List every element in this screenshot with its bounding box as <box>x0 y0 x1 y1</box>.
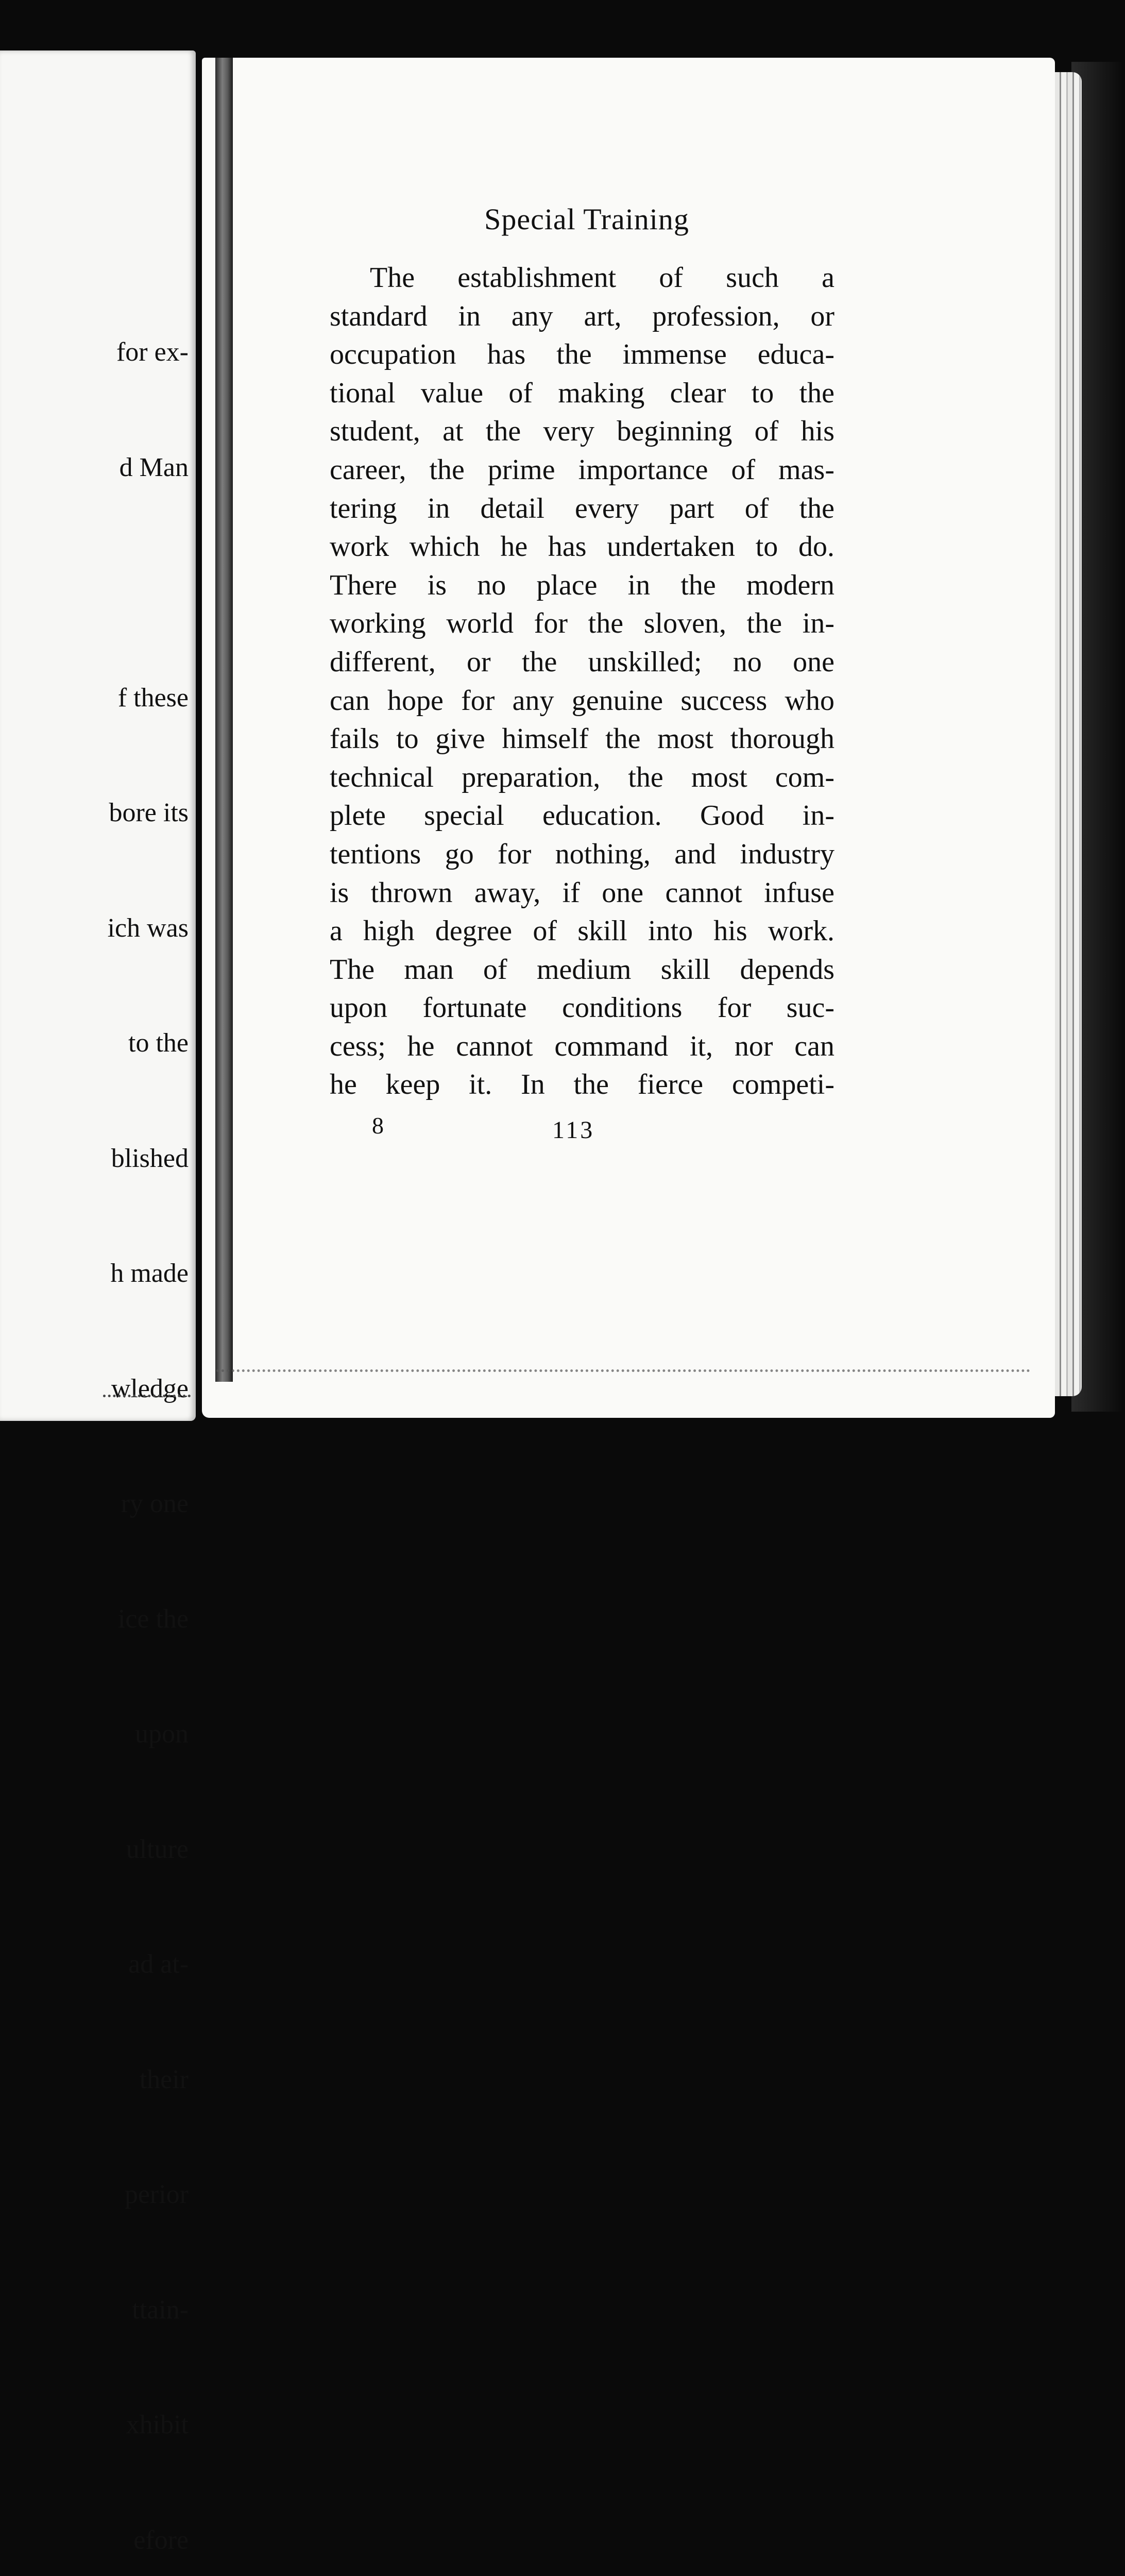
left-line: upon <box>135 1719 189 1749</box>
text-line: working world for the sloven, the in- <box>330 607 834 640</box>
left-line: to the <box>128 1028 189 1058</box>
left-line: f these <box>117 683 189 713</box>
text-line: student, at the very beginning of his <box>330 415 834 448</box>
text-line: occupation has the immense educa- <box>330 338 834 371</box>
book-gutter <box>215 58 233 1382</box>
left-line: xhibit <box>126 2410 189 2439</box>
text-line: different, or the unskilled; no one <box>330 646 834 678</box>
text-line: tional value of making clear to the <box>330 377 834 409</box>
left-line: ice the <box>117 1604 189 1634</box>
left-line: ry one <box>121 1489 189 1518</box>
page-bottom-edge-dots <box>216 1369 1030 1375</box>
left-line: h made <box>110 1259 189 1288</box>
text-line: standard in any art, profession, or <box>330 300 834 332</box>
left-line: d Man <box>119 452 189 482</box>
text-line: The establishment of such a <box>370 262 834 294</box>
text-line: cess; he cannot command it, nor can <box>330 1030 834 1062</box>
text-line: The man of medium skill depends <box>330 953 834 986</box>
left-page <box>0 50 196 2555</box>
text-line: There is no place in the modern <box>330 569 834 601</box>
left-line: ich was <box>107 913 189 943</box>
text-line: career, the prime importance of mas- <box>330 453 834 486</box>
left-line: wledge <box>111 1374 189 1403</box>
text-line: work which he has undertaken to do. <box>330 531 834 563</box>
left-line: their <box>139 2064 189 2094</box>
body-text <box>330 259 834 1104</box>
left-page-text <box>108 257 189 2576</box>
page-number: 113 <box>552 1116 595 1144</box>
text-line: upon fortunate conditions for suc- <box>330 992 834 1024</box>
signature-mark: 8 <box>372 1112 384 1139</box>
left-line: perior <box>124 2180 189 2209</box>
text-line: he keep it. In the fierce competi- <box>330 1069 834 1101</box>
text-line: tering in detail every part of the <box>330 492 834 524</box>
text-line: can hope for any genuine success who <box>330 684 834 717</box>
text-line: tentions go for nothing, and industry <box>330 838 834 870</box>
text-line: technical preparation, the most com- <box>330 761 834 793</box>
left-line: blished <box>111 1143 189 1173</box>
left-line: for ex- <box>116 337 189 367</box>
text-line: fails to give himself the most thorough <box>330 723 834 755</box>
running-head: Special Training <box>484 202 689 236</box>
left-line: ttain- <box>132 2295 189 2325</box>
left-page-edge-dots <box>103 1395 191 1400</box>
left-line: bore its <box>109 798 189 827</box>
text-line: plete special education. Good in- <box>330 800 834 832</box>
text-line: is thrown away, if one cannot infuse <box>330 876 834 909</box>
left-line <box>108 564 189 602</box>
left-line: efore <box>133 2525 189 2555</box>
left-line: ulture <box>126 1834 189 1864</box>
left-line: ad at- <box>128 1950 189 1979</box>
text-line: a high degree of skill into his work. <box>330 915 834 947</box>
